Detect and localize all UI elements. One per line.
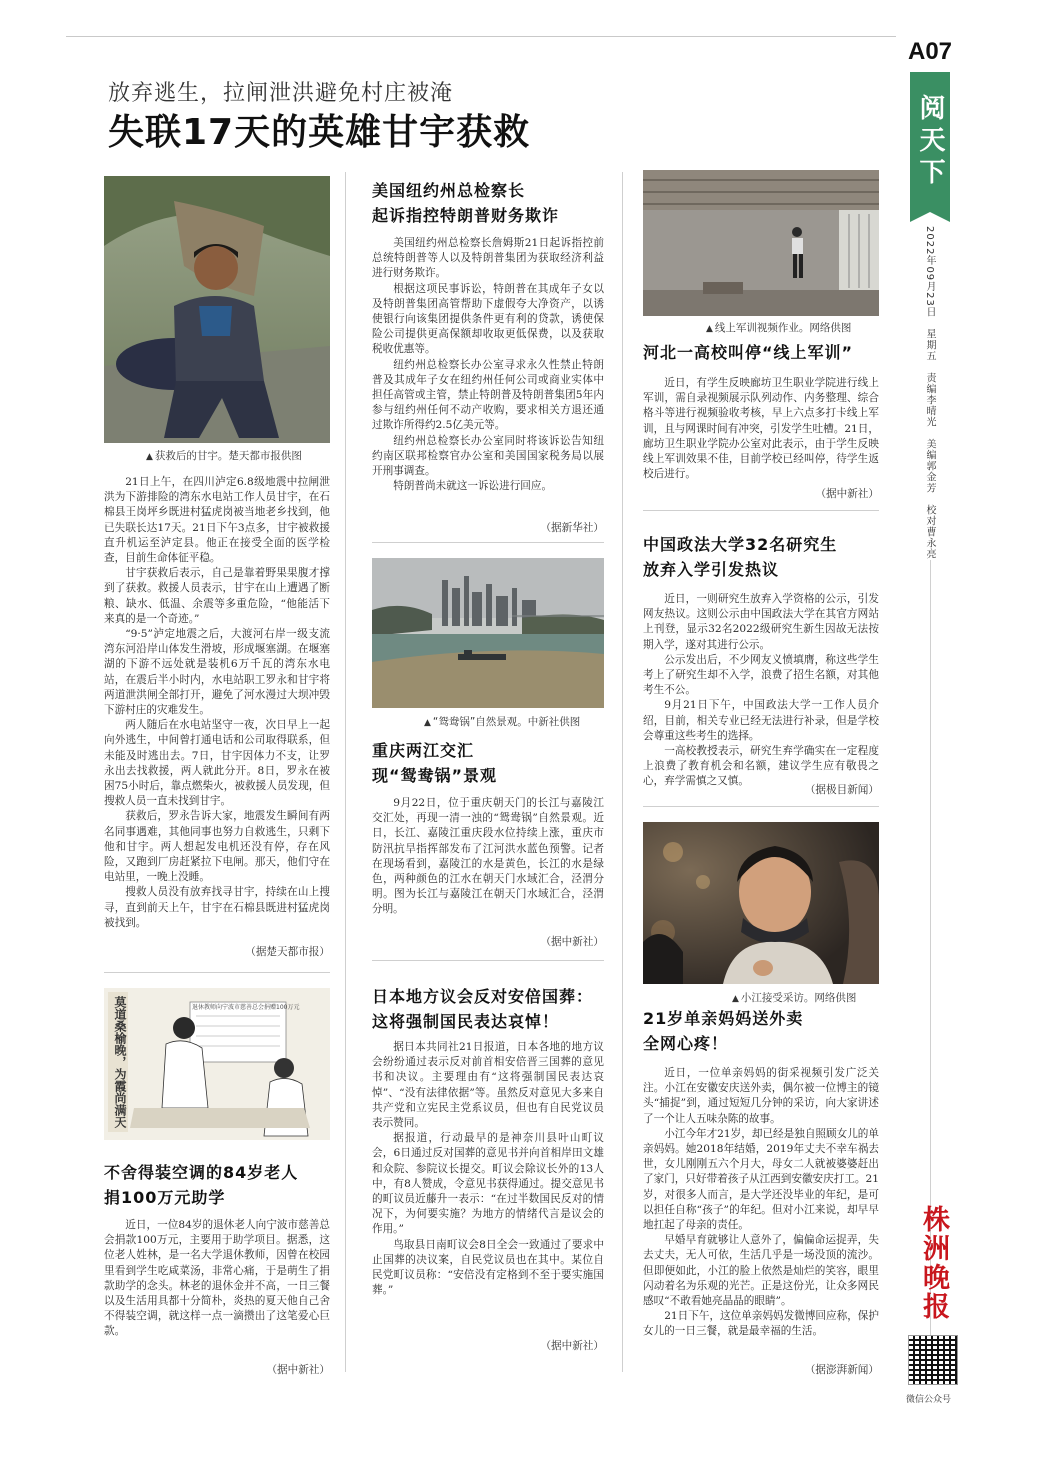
paragraph: 21日上午，在四川泸定6.8级地震中拉闸泄洪为下游排险的湾东水电站工作人员甘宇，在石棉县王岗坪乡既进村猛虎岗被当地老乡找到，他已失联长达17天。21日下午3点多，甘宇被救援直升机运至泸定县。他正在接受全面的医学检查，目前生命体征平稳。 xyxy=(104,476,330,565)
paragraph: 9月21日下午，中国政法大学一工作人员介绍，目前，相关专业已经无法进行补录，但是学校会尊重这些考生的选择。 xyxy=(643,699,879,742)
qr-code-icon[interactable] xyxy=(908,1335,958,1385)
ny-trump-title: 美国纽约州总检察长 起诉指控特朗普财务欺诈 xyxy=(372,181,560,225)
chongqing-body xyxy=(372,796,604,918)
paragraph: 甘宇获救后表示，自己是靠着野果果腹才撑到了获救。救援人员表示，甘宇在山上遭遇了断粮、缺水、低温、余震等多重危险，“他能活下来真的是一个奇迹。” xyxy=(104,567,330,625)
headline-kicker: 放弃逃生，拉闸泄洪避免村庄被淹 xyxy=(108,81,454,106)
hebei-title: 河北一高校叫停“线上军训” xyxy=(643,343,854,362)
hebei-caption: ▲ 线上军训视频作业。网络供图 xyxy=(706,320,851,335)
paragraph: 据报道，行动最早的是神奈川县叶山町议会，6日通过反对国葬的意见书并向首相岸田文雄和众院、参院议长提交。町议会除议长外的13人中，有8人赞成，令意见书获得通过。提交意见书的町议员近藤升一表示：“在过半数国民反对的情况下，为何要实施？为地方的情绪代言是议会的作用。” xyxy=(372,1132,604,1236)
poster-form-title: 退休教师向宁波市慈善总会捐赠100万元 xyxy=(192,1004,300,1011)
page-number: A07 xyxy=(908,38,953,65)
paragraph: 美国纽约州总检察长詹姆斯21日起诉指控前总统特朗普等人以及特朗普集团为获取经济利益进行财务欺诈。 xyxy=(372,237,604,280)
gan-yu-photo xyxy=(104,176,330,443)
single-mom-source: （据澎湃新闻） xyxy=(804,1364,879,1376)
gan-yu-caption: ▲ 获救后的甘宇。楚天都市报供图 xyxy=(146,448,302,463)
paragraph: 公示发出后，不少网友义愤填膺，称这些学生考上了研究生却不入学，浪费了招生名额，对其他考生不公。 xyxy=(643,653,879,697)
paragraph: 近日，一位单亲妈妈的街采视频引发广泛关注。小江在安徽安庆送外卖，偶尔被一位博主的镜头“捕捉”到，通过短短几分钟的采访，向大家讲述了一个让人五味杂陈的故事。 xyxy=(643,1067,879,1125)
paragraph: 纽约州总检察长办公室寻求永久性禁止特朗普及其成年子女在纽约州任何公司或商业实体中担任高管或主管，禁止特朗普及特朗普集团5年内参与纽约州任何不动产收购，要求相关方退还通过欺诈所得约2.5亿美元等。 xyxy=(372,358,604,432)
paragraph: 根据这项民事诉讼，特朗普在其成年子女以及特朗普集团高管帮助下虚假夸大净资产，以诱使银行向该集团提供条件更有利的贷款，诱使保险公司提供更高保额却收取更低保费，以及获取税收优惠等。 xyxy=(372,282,604,356)
paragraph: 9月22日，位于重庆朝天门的长江与嘉陵江交汇处，再现一清一浊的“鸳鸯锅”自然景观。近日，长江、嘉陵江重庆段水位持续上涨，重庆市防汛抗旱指挥部发布了江河洪水蓝色预警。记者在现场看到，嘉陵江的水是黄色，长江的水是绿色，两种颜色的江水在朝天门水域汇合，泾渭分明。图为长江与嘉陵江在朝天门水域汇合，泾渭分明。 xyxy=(372,797,604,916)
japan-abe-source: （据中新社） xyxy=(540,1340,604,1352)
hebei-photo xyxy=(643,170,879,316)
paragraph: 一高校教授表示，研究生弃学确实在一定程度上浪费了教育机会和名额，建议学生应有敬畏之心，弃学需慎之又慎。 xyxy=(643,745,879,788)
paragraph: 21日下午，这位单亲妈妈发微博回应称，保护女儿的一日三餐，就是最幸福的生活。 xyxy=(643,1310,879,1338)
hebei-source: （据中新社） xyxy=(815,488,879,500)
paragraph: 纽约州总检察长办公室同时将该诉讼告知纽约南区联邦检察官办公室和美国国家税务局以展开刑事调查。 xyxy=(372,434,604,478)
paragraph: 两人随后在水电站坚守一夜，次日早上一起向外逃生，中间曾打通电话和公司取得联系，但未能及时逃出去。7日，甘宇因体力不支，让罗永出去找救援，两人就此分开。8日，罗永在被困75小时后，靠点燃柴火，被救援人员发现，但搜救人员一直未找到甘宇。 xyxy=(104,719,330,808)
gan-yu-body xyxy=(104,475,330,931)
section-tab: 阅天下 xyxy=(910,72,950,212)
japan-abe-title: 日本地方议会反对安倍国葬： 这将强制国民表达哀悼！ xyxy=(372,987,594,1031)
donation-title: 不舍得装空调的84岁老人 捐100万元助学 xyxy=(104,1163,299,1207)
qr-label: 微信公众号 xyxy=(906,1395,952,1405)
ny-trump-body xyxy=(372,236,604,494)
paragraph: 鸟取县日南町议会8日全会一致通过了要求中止国葬的决议案，自民党议员也在其中。某位自民党町议员称：“安倍没有定格到不至于要实施国葬。” xyxy=(372,1238,604,1297)
single-mom-caption: ▲ 小江接受采访。网络供图 xyxy=(732,990,856,1005)
divider-col2b xyxy=(372,960,604,961)
cupl-body xyxy=(643,592,879,790)
single-mom-body xyxy=(643,1066,879,1340)
japan-abe-body xyxy=(372,1040,604,1298)
cupl-title: 中国政法大学32名研究生 放弃入学引发热议 xyxy=(643,535,838,579)
column-rule-2 xyxy=(622,172,623,1372)
column-rule-1 xyxy=(345,172,346,1372)
headline: 失联17天的英雄甘宇获救 xyxy=(108,112,531,153)
divider-col3b xyxy=(643,806,879,807)
divider-col3a xyxy=(643,510,879,511)
paragraph: 近日，一则研究生放弃入学资格的公示，引发网友热议。这则公示由中国政法大学在其官方网站上刊登，显示32名2022级研究生新生因故无法按期入学，遂对其进行公示。 xyxy=(643,593,879,651)
ny-trump-source: （据新华社） xyxy=(540,522,604,534)
newspaper-logo: 株洲晚报 xyxy=(918,1205,949,1321)
paragraph: “9·5”泸定地震之后，大渡河右岸一级支流湾东河沿岸山体发生滑坡，形成堰塞湖。在堰塞湖的下游不远处就是装机6万千瓦的湾东水电站，在震后半小时内，水电站职工罗永和甘宇将两道泄洪闸全部打开，避免了河水漫过大坝冲毁下游村庄的灾难发生。 xyxy=(104,628,330,717)
paragraph: 获救后，罗永告诉大家，地震发生瞬间有两名同事遇难，其他同事也努力自救逃生，只剩下他和甘宇。两人想起发电机还没有停，存在风险，又跑到厂房赶紧拉下电闸。那天，他们守在电站里，一晚上没睡。 xyxy=(104,810,330,884)
poster-big-text: 莫道桑榆晚，为霞尚满天 xyxy=(113,996,127,1128)
top-rule xyxy=(66,36,896,37)
gan-yu-source: （据楚天都市报） xyxy=(245,946,330,958)
chongqing-title: 重庆两江交汇 现“鸳鸯锅”景观 xyxy=(372,741,498,785)
single-mom-photo xyxy=(643,822,879,984)
divider-col1 xyxy=(104,972,330,973)
donation-body xyxy=(104,1218,330,1340)
donation-source: （据中新社） xyxy=(266,1364,330,1376)
chongqing-caption: ▲ “鸳鸯锅”自然景观。中新社供图 xyxy=(424,714,580,729)
paragraph: 特朗普尚未就这一诉讼进行回应。 xyxy=(393,480,553,493)
paragraph: 早婚早育就够让人意外了，偏偏命运捉弄，失去丈夫，无人可依，生活几乎是一场没顶的流沙。但即便如此，小江的脸上依然是灿烂的笑容，眼里闪动着名为乐观的光芒。正是这份光，让众多网民感叹“不敢看她亮晶晶的眼睛”。 xyxy=(643,1234,879,1308)
paragraph: 搜救人员没有放弃找寻甘宇，持续在山上搜寻，直到前天上午，甘宇在石棉县既进村猛虎岗被找到。 xyxy=(104,886,330,929)
paragraph: 近日，有学生反映廊坊卫生职业学院进行线上军训，需自录视频展示队列动作、内务整理、综合格斗等进行视频验收考核，早上六点多打卡线上军训，且与网课时间有冲突，引发学生吐槽。21日，廊坊卫生职业学院办公室对此表示，由于学生反映线上军训效果不佳，目前学校已经叫停，待学生返校后进行。 xyxy=(643,377,879,481)
donation-poster xyxy=(104,988,330,1140)
single-mom-title: 21岁单亲妈妈送外卖 全网心疼！ xyxy=(643,1009,804,1053)
chongqing-photo xyxy=(372,558,604,708)
chongqing-source: （据中新社） xyxy=(540,936,604,948)
cupl-source: （据极目新闻） xyxy=(804,784,879,796)
dateline: 2022年09月23日 星期五 责编李晴光 美编郭金芳 校对曹永亮 xyxy=(924,226,935,560)
divider-col2a xyxy=(372,542,604,543)
hebei-body xyxy=(643,376,879,482)
paragraph: 据日本共同社21日报道，日本各地的地方议会纷纷通过表示反对前首相安倍晋三国葬的意见书和决议。主要理由有“这将强制国民表达哀悼”、“没有法律依据”等。虽然反对意见大多来自共产党和立宪民主党系议员，但也有自民党议员表示赞同。 xyxy=(372,1041,604,1130)
paragraph: 近日，一位84岁的退休老人向宁波市慈善总会捐款100万元，主要用于助学项目。据悉，这位老人姓林，是一名大学退休教师，因曾在校园里看到学生吃咸菜汤，非常心痛，于是萌生了捐款助学的念头。林老的退休金并不高，一日三餐以及生活用具都十分简朴，炎热的夏天他自己舍不得装空调，就这样一点一滴攒出了这笔爱心巨款。 xyxy=(104,1219,330,1338)
paragraph: 小江今年才21岁，却已经是独自照顾女儿的单亲妈妈。她2018年结婚，2019年丈夫不幸车祸去世，女儿刚刚五六个月大，母女二人就被婆婆赶出了家门，只好带着孩子从江西到安徽安庆打工。21岁，对很多人而言，是大学还没毕业的年纪，是可以担任自称“孩子”的年纪。但对小江来说，却早早地扛起了母亲的责任。 xyxy=(643,1127,879,1232)
